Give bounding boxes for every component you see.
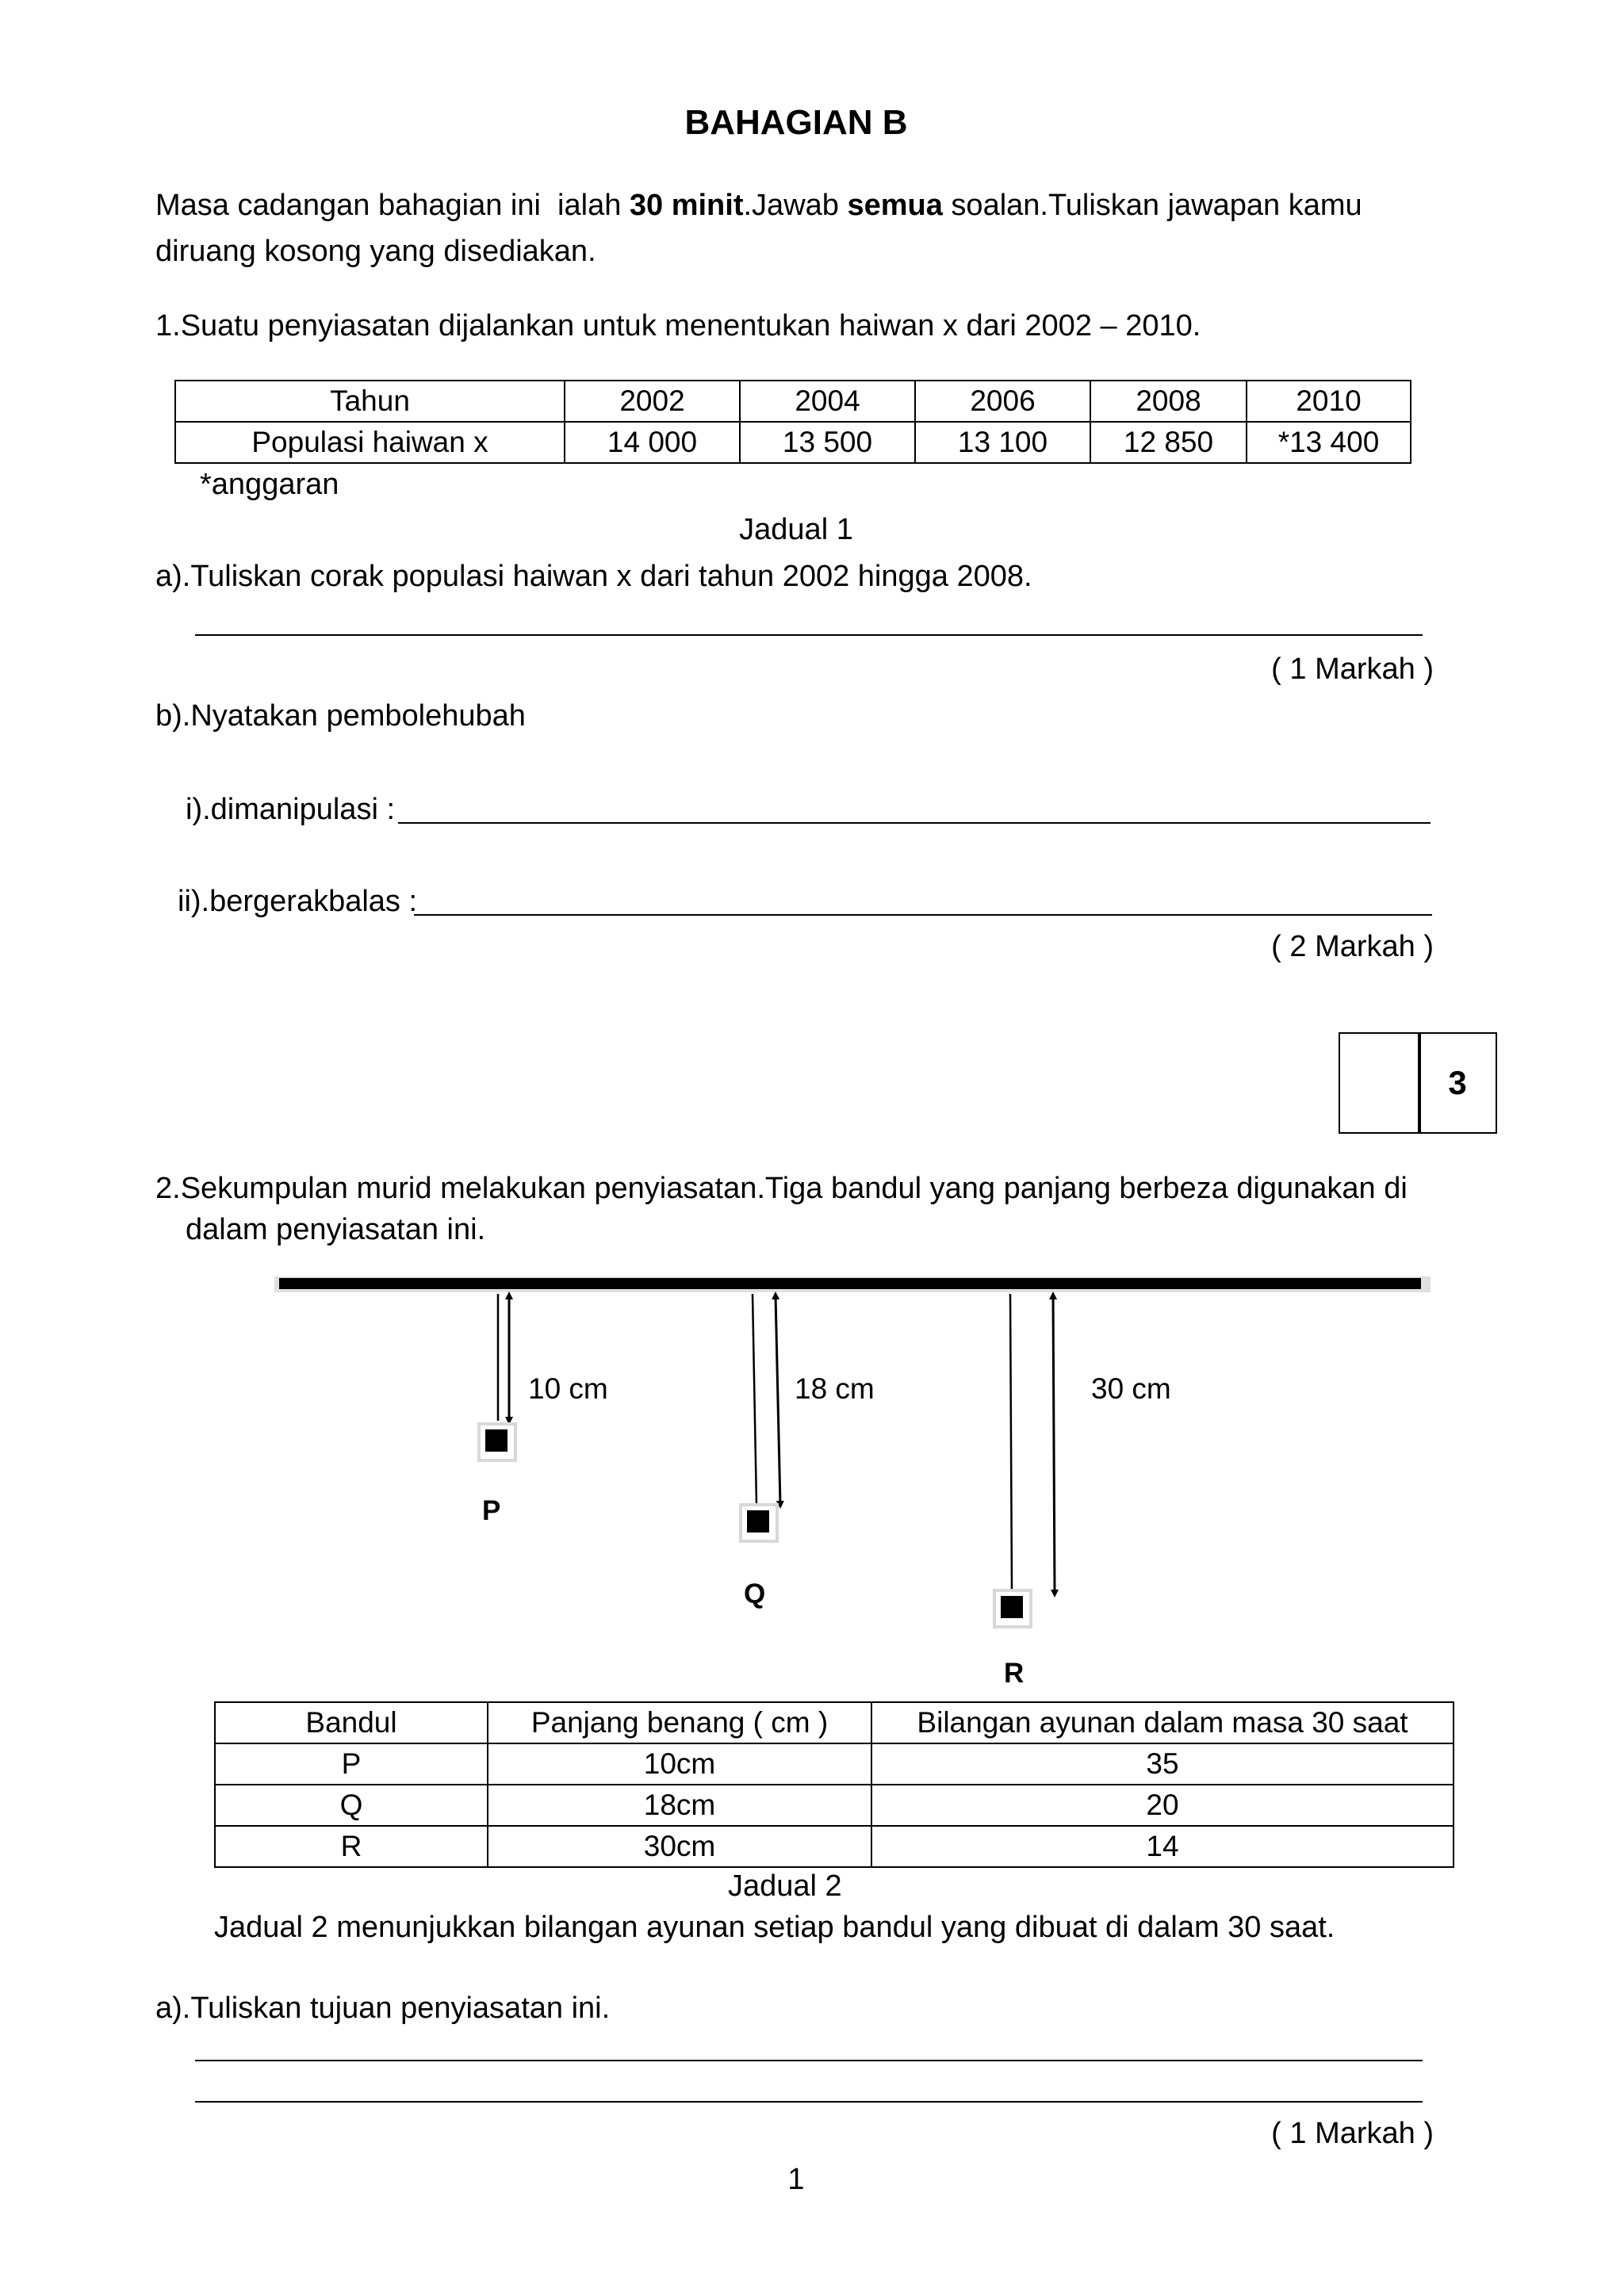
q2-stem-line-2: dalam penyiasatan ini. bbox=[186, 1213, 486, 1246]
table-cell: R bbox=[215, 1826, 488, 1867]
instructions-time: 30 minit bbox=[629, 189, 744, 222]
page-number: 1 bbox=[787, 2163, 805, 2196]
q2-table-header-row bbox=[215, 1702, 1454, 1743]
table-cell: Q bbox=[215, 1785, 488, 1826]
table-cell: 2004 bbox=[740, 381, 915, 422]
table-cell: 13 100 bbox=[915, 422, 1090, 463]
table-cell: 30cm bbox=[488, 1826, 871, 1867]
pendulum-r-string bbox=[1010, 1294, 1012, 1590]
section-title: BAHAGIAN B bbox=[684, 103, 908, 142]
q1-b-i-label: i).dimanipulasi : bbox=[186, 793, 395, 826]
pendulum-label-q: Q bbox=[744, 1578, 766, 1609]
instructions-text-1: Masa cadangan bahagian ini ialah bbox=[155, 189, 630, 222]
table-cell: Bilangan ayunan dalam masa 30 saat bbox=[871, 1702, 1454, 1743]
support-bar bbox=[279, 1278, 1421, 1289]
pendulum-label-p: P bbox=[482, 1495, 501, 1526]
q2-a-answer-line-2[interactable] bbox=[195, 2101, 1423, 2103]
q2-part-a: a).Tuliskan tujuan penyiasatan ini. bbox=[155, 1992, 611, 2025]
table-cell: 13 500 bbox=[740, 422, 915, 463]
table-row bbox=[215, 1743, 1454, 1785]
q2-table bbox=[214, 1701, 1454, 1868]
table-cell: Bandul bbox=[215, 1702, 488, 1743]
pendulum-q-bob bbox=[747, 1510, 769, 1533]
pendulum-q-string bbox=[753, 1294, 756, 1505]
table-cell: 35 bbox=[871, 1743, 1454, 1785]
q1-table-caption: Jadual 1 bbox=[739, 513, 853, 546]
instructions-text-2: .Jawab bbox=[743, 189, 848, 222]
q1-a-marks: ( 1 Markah ) bbox=[1271, 652, 1434, 686]
table-row bbox=[215, 1826, 1454, 1867]
q2-a-marks: ( 1 Markah ) bbox=[1271, 2117, 1434, 2150]
q1-b-ii-label: ii).bergerakbalas : bbox=[178, 885, 418, 918]
q1-b-marks: ( 2 Markah ) bbox=[1271, 930, 1434, 963]
instructions-text-3: soalan.Tuliskan jawapan kamu bbox=[942, 189, 1362, 222]
q2-table-caption: Jadual 2 bbox=[728, 1869, 842, 1903]
table-cell: 2008 bbox=[1090, 381, 1247, 422]
pendulum-label-r: R bbox=[1004, 1658, 1025, 1689]
instructions-all: semua bbox=[847, 189, 943, 222]
length-arrow-q bbox=[776, 1295, 780, 1505]
table-cell: Populasi haiwan x bbox=[175, 422, 565, 463]
table-cell: P bbox=[215, 1743, 488, 1785]
table-cell: 2010 bbox=[1247, 381, 1411, 422]
table-cell: Panjang benang ( cm ) bbox=[488, 1702, 871, 1743]
q2-stem-line-1: 2.Sekumpulan murid melakukan penyiasatan.Tiga bandul yang panjang berbeza digunakan di bbox=[155, 1172, 1408, 1205]
score-box-total: 3 bbox=[1418, 1032, 1497, 1134]
q1-footnote: *anggaran bbox=[200, 468, 339, 501]
table-cell: 2006 bbox=[915, 381, 1090, 422]
q2-a-answer-line-1[interactable] bbox=[195, 2060, 1423, 2061]
table-cell: 12 850 bbox=[1090, 422, 1247, 463]
length-label-r: 30 cm bbox=[1091, 1372, 1171, 1405]
table-cell: 18cm bbox=[488, 1785, 871, 1826]
table-cell: 10cm bbox=[488, 1743, 871, 1785]
length-arrow-r bbox=[1053, 1295, 1055, 1594]
q1-part-b: b).Nyatakan pembolehubah bbox=[155, 699, 526, 733]
q2-description: Jadual 2 menunjukkan bilangan ayunan setiap bandul yang dibuat di dalam 30 saat. bbox=[214, 1911, 1335, 1944]
length-label-q: 18 cm bbox=[795, 1372, 875, 1405]
pendulum-p-bob bbox=[485, 1429, 508, 1452]
q1-stem: 1.Suatu penyiasatan dijalankan untuk menentukan haiwan x dari 2002 – 2010. bbox=[155, 309, 1201, 342]
table-cell: 14 000 bbox=[565, 422, 740, 463]
length-label-p: 10 cm bbox=[528, 1372, 608, 1405]
table-cell: 14 bbox=[871, 1826, 1454, 1867]
table-cell: Tahun bbox=[175, 381, 565, 422]
instructions-line-2: diruang kosong yang disediakan. bbox=[155, 235, 596, 268]
table-cell: 20 bbox=[871, 1785, 1454, 1826]
table-cell: *13 400 bbox=[1247, 422, 1411, 463]
table-row bbox=[215, 1785, 1454, 1826]
table-cell: 2002 bbox=[565, 381, 740, 422]
pendulum-r-bob bbox=[1001, 1596, 1023, 1618]
q1-part-a: a).Tuliskan corak populasi haiwan x dari tahun 2002 hingga 2008. bbox=[155, 560, 1032, 593]
